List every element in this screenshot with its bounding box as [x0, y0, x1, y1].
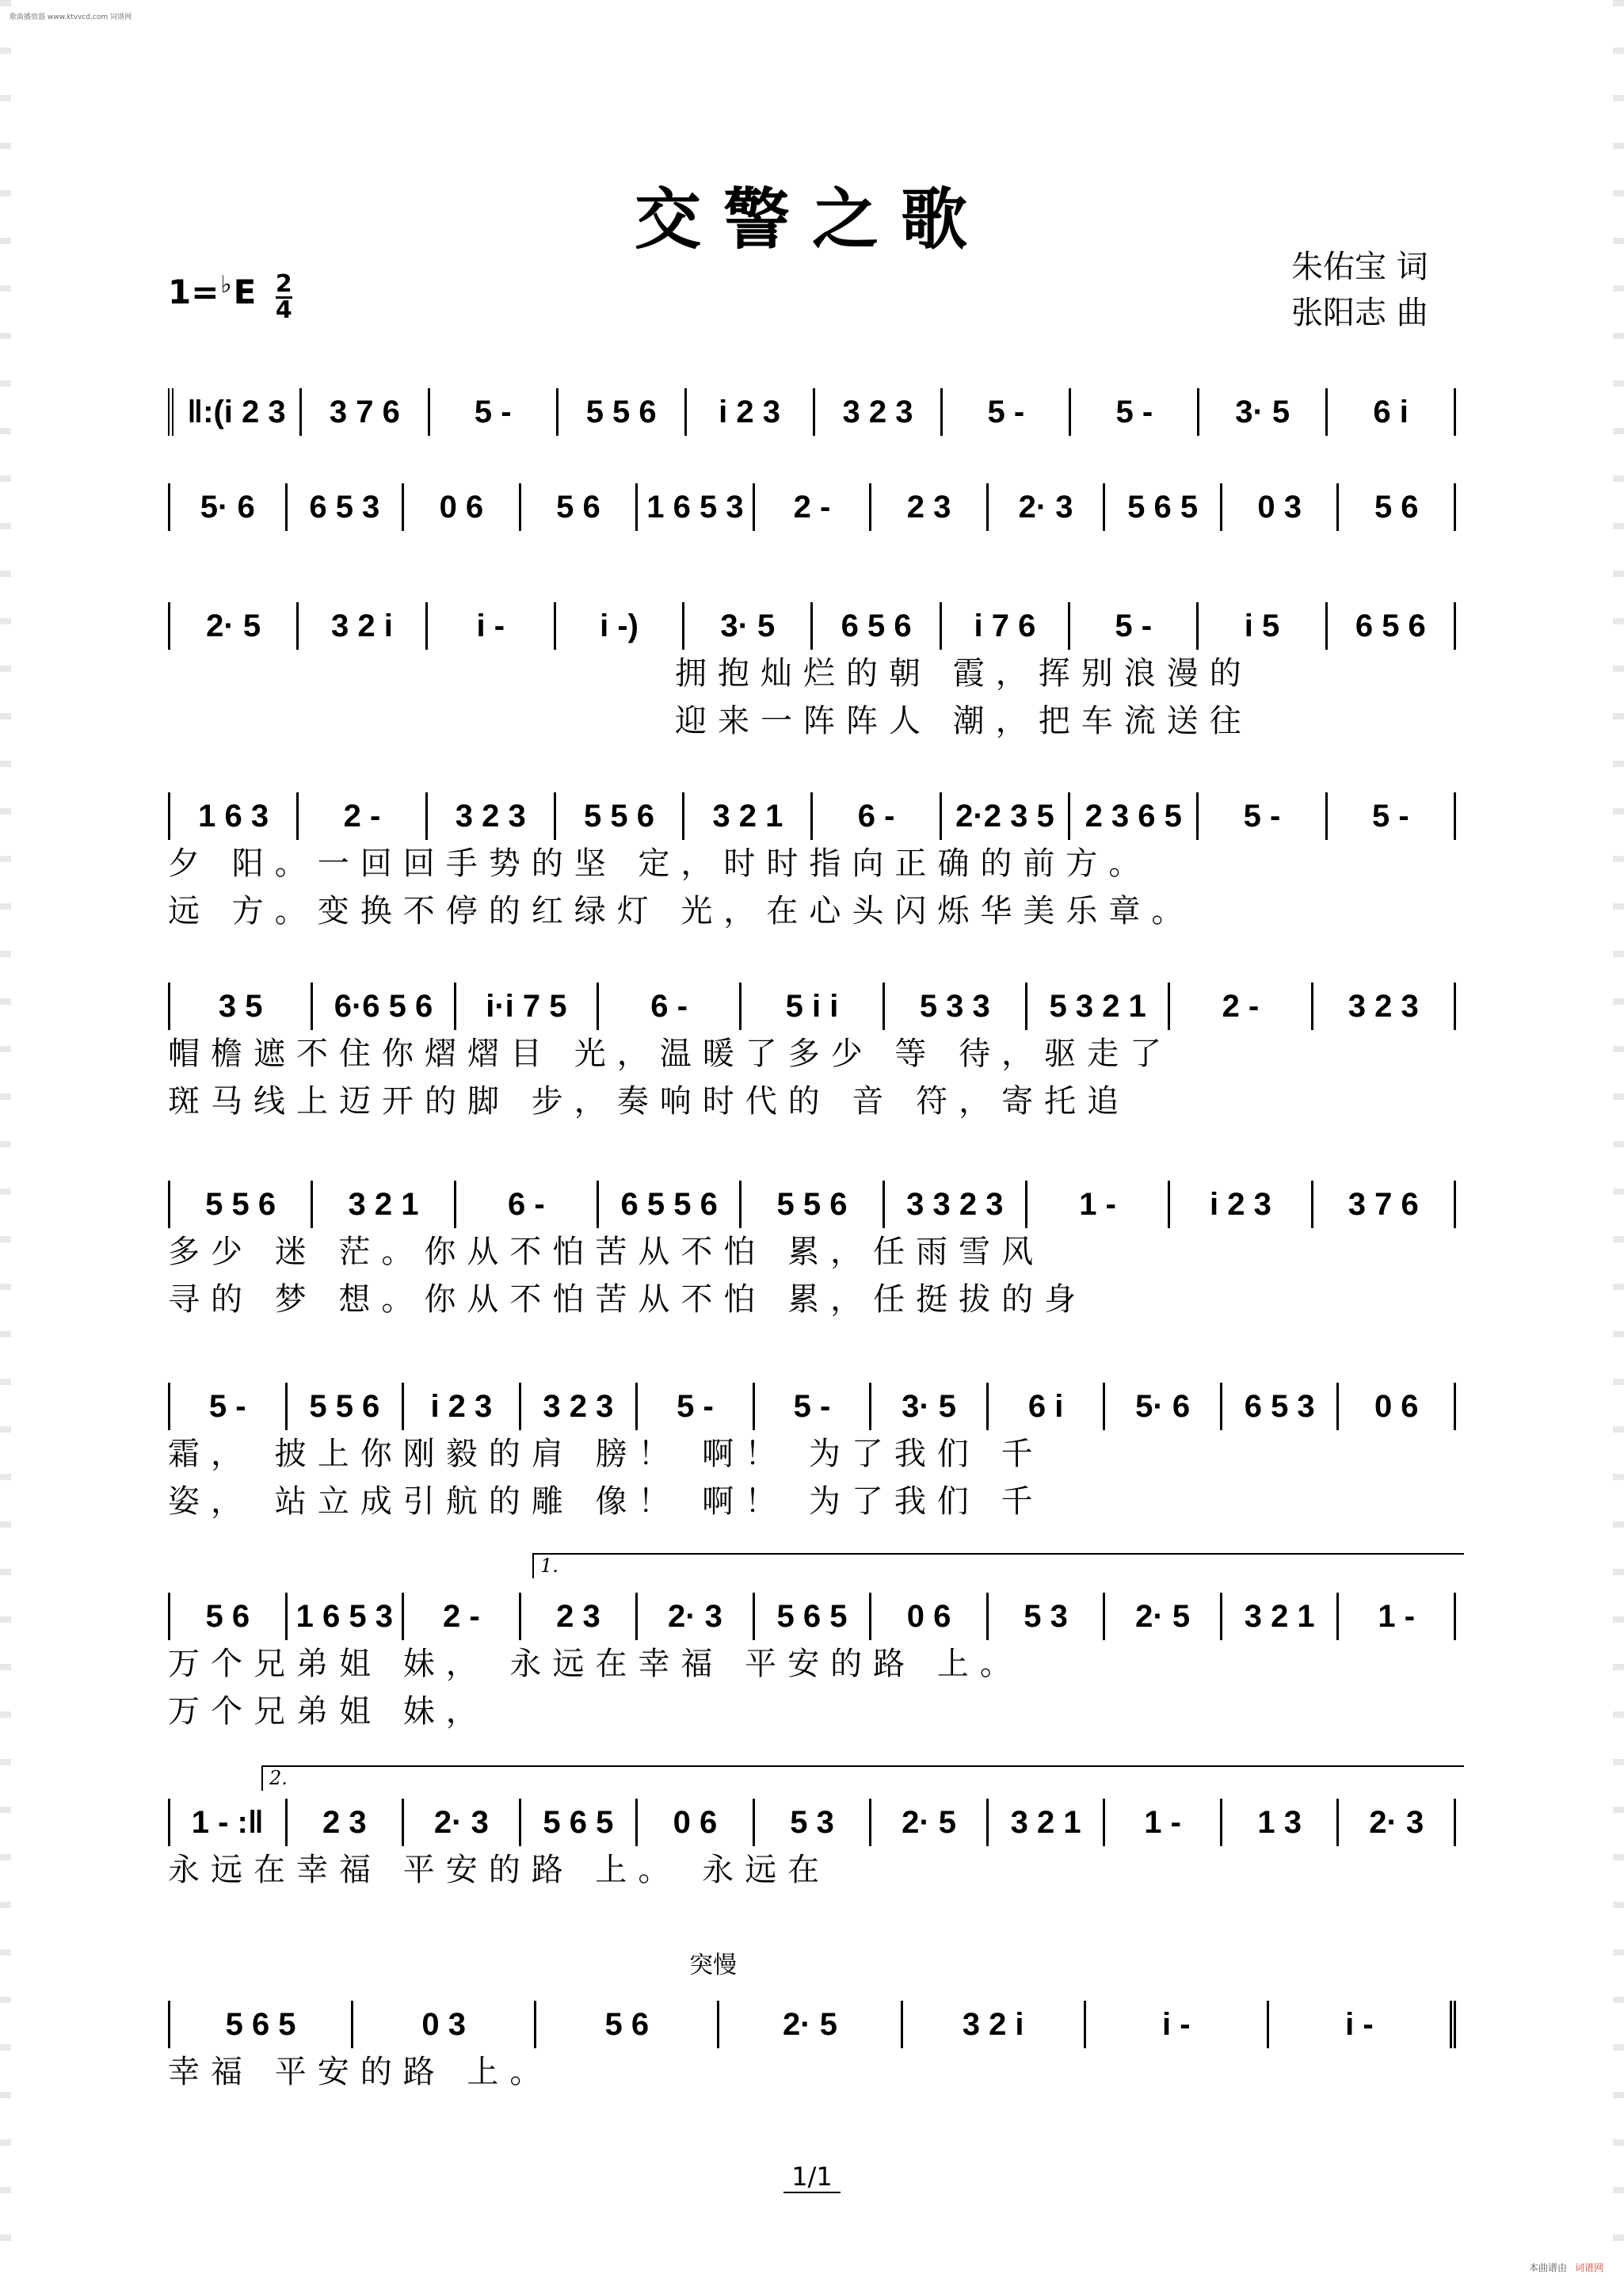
time-top: 2	[275, 270, 292, 298]
notes-row	[168, 1181, 1456, 1228]
measure: 5 6 5	[168, 2001, 353, 2048]
measure: 3 3 2 3	[885, 1181, 1027, 1228]
lyrics-line: 永远在幸福 平安的路 上。 永远在	[168, 1852, 831, 1888]
lyrics-line: 寻的 梦 想。你从不怕苦从不怕 累，任挺拔的身	[168, 1281, 1088, 1318]
composer: 张阳志 曲	[1291, 295, 1428, 331]
lyrics-line: 霜， 披上你刚毅的肩 膀！ 啊！ 为了我们 千	[168, 1436, 1044, 1472]
music-system	[168, 1383, 1456, 1525]
notes-row	[168, 1593, 1456, 1640]
measure: 1 -	[1105, 1799, 1222, 1846]
volta-first-ending: 1.	[532, 1553, 1464, 1578]
measure: 0 6	[404, 483, 521, 531]
lyrics-line: 姿， 站立成引航的雕 像！ 啊！ 为了我们 千	[168, 1483, 1044, 1520]
measure: 2 3 6 5	[1070, 792, 1199, 840]
measure: 5 -	[1199, 792, 1327, 840]
music-system	[168, 388, 1456, 436]
measure: 3 5	[168, 983, 313, 1030]
measure: 5 -	[1328, 792, 1456, 840]
measure: 3· 5	[1199, 388, 1328, 436]
music-system	[168, 1181, 1456, 1323]
measure: 5 3 2 1	[1027, 983, 1170, 1030]
measure: 5 6	[536, 2001, 719, 2048]
measure: 5 6 5	[755, 1593, 872, 1640]
song-title: 交警之歌	[634, 180, 989, 258]
measure: ‖:(i 2 3	[168, 388, 302, 436]
time-bottom: 4	[275, 296, 292, 324]
measure: 5 i i	[741, 983, 884, 1030]
measure: 3 2 3	[1313, 983, 1456, 1030]
flat-sign: ♭	[220, 271, 232, 299]
measure: 5 6 5	[1105, 483, 1222, 531]
lyrics-line: 帽檐遮不住你熠熠目 光，温暖了多少 等 待，驱走了	[168, 1036, 1173, 1072]
measure: 5 -	[1071, 388, 1199, 436]
measure: 5 3	[755, 1799, 872, 1846]
measure: 3 2 3	[428, 792, 556, 840]
measure: 5 3	[989, 1593, 1106, 1640]
key-prefix: 1=	[168, 273, 219, 311]
measure: 2 -	[755, 483, 872, 531]
brand-mark: 本曲谱由 词谱网	[1528, 2262, 1603, 2273]
lyricist: 朱佑宝 词	[1291, 249, 1428, 285]
measure: 5 3 3	[885, 983, 1027, 1030]
measure: 3 2 i	[299, 602, 427, 650]
measure: 2· 3	[638, 1593, 755, 1640]
measure: 2 -	[404, 1593, 521, 1640]
music-system	[168, 602, 1456, 745]
measure: i 7 6	[942, 602, 1070, 650]
music-system	[168, 483, 1456, 531]
measure: 3 2 1	[989, 1799, 1106, 1846]
measure: i -	[428, 602, 556, 650]
measure: 5 5 6	[741, 1181, 884, 1228]
tempo-mark: 突慢	[689, 1952, 737, 1979]
measure: 5· 6	[168, 483, 288, 531]
measure: 1 - :‖	[168, 1799, 288, 1846]
music-system	[168, 2001, 1456, 2096]
measure: i -	[1269, 2001, 1456, 2048]
notes-row	[168, 388, 1456, 436]
measure: i 5	[1199, 602, 1327, 650]
measure: 2 -	[1170, 983, 1313, 1030]
volta-second-ending: 2.	[261, 1765, 1464, 1791]
measure: 3 7 6	[302, 388, 430, 436]
measure: 6 i	[989, 1383, 1106, 1430]
lyrics-line: 万个兄弟姐 妹，	[168, 1693, 489, 1730]
measure: 2 3	[871, 483, 989, 531]
measure: 0 3	[1222, 483, 1340, 531]
music-system	[168, 983, 1456, 1125]
measure: 5 -	[943, 388, 1071, 436]
lyrics-line: 拥抱灿烂的朝 霞，挥别浪漫的	[675, 655, 1252, 692]
notes-row	[168, 2001, 1456, 2048]
measure: 2· 5	[871, 1799, 989, 1846]
measure: 2 3	[521, 1593, 639, 1640]
measure: 5 5 6	[168, 1181, 313, 1228]
measure: 3 2 i	[903, 2001, 1086, 2048]
measure: 6 i	[1328, 388, 1456, 436]
measure: 6 5 5 6	[599, 1181, 741, 1228]
measure: 1 3	[1222, 1799, 1340, 1846]
measure: 1 6 3	[168, 792, 299, 840]
measure: 1 6 5 3	[638, 483, 755, 531]
header-note: 歌曲播放器 www.ktvvcd.com 词谱网	[10, 13, 132, 21]
measure: 3· 5	[871, 1383, 989, 1430]
measure: 0 3	[353, 2001, 536, 2048]
credits	[1291, 244, 1428, 336]
page-number: 1/1	[0, 2162, 1624, 2192]
time-signature	[275, 270, 292, 324]
measure: 2 -	[299, 792, 427, 840]
measure: 2· 5	[1105, 1593, 1222, 1640]
measure: 5 -	[430, 388, 558, 436]
measure: i -)	[556, 602, 684, 650]
measure: 6 5 6	[813, 602, 941, 650]
measure: 5 6 5	[521, 1799, 639, 1846]
measure: 3 2 1	[684, 792, 813, 840]
measure: 6 5 6	[1328, 602, 1456, 650]
measure: 5 -	[755, 1383, 872, 1430]
right-margin-strip	[1613, 0, 1624, 2282]
measure: 0 6	[871, 1593, 989, 1640]
notes-row	[168, 1383, 1456, 1430]
measure: 0 6	[638, 1799, 755, 1846]
measure: 2· 3	[1339, 1799, 1456, 1846]
measure: 5 -	[638, 1383, 755, 1430]
notes-row	[168, 792, 1456, 840]
measure: 1 -	[1339, 1593, 1456, 1640]
measure: 1 -	[1027, 1181, 1170, 1228]
measure: 2· 5	[719, 2001, 902, 2048]
measure: 5 6	[168, 1593, 288, 1640]
measure: 5· 6	[1105, 1383, 1222, 1430]
lyrics-line: 万个兄弟姐 妹， 永远在幸福 平安的路 上。	[168, 1646, 1023, 1682]
measure: 5 5 6	[288, 1383, 405, 1430]
notes-row	[168, 983, 1456, 1030]
lyrics-line: 迎来一阵阵人 潮，把车流送往	[675, 703, 1252, 739]
measure: 6·6 5 6	[313, 983, 456, 1030]
lyrics-line: 斑马线上迈开的脚 步，奏响时代的 音 符，寄托追	[168, 1083, 1130, 1120]
left-margin-strip	[0, 0, 11, 2282]
measure: 6 5 3	[288, 483, 405, 531]
measure: 3 2 1	[1222, 1593, 1340, 1640]
notes-row	[168, 602, 1456, 650]
measure: 6 -	[599, 983, 741, 1030]
lyrics-line: 夕 阳。一回回手势的坚 定，时时指向正确的前方。	[168, 845, 1152, 882]
measure: 5 6	[521, 483, 639, 531]
measure: 3 2 1	[313, 1181, 456, 1228]
measure: i 2 3	[404, 1383, 521, 1430]
measure: 2· 3	[404, 1799, 521, 1846]
music-system	[168, 1799, 1456, 1894]
measure: 5 5 6	[558, 388, 687, 436]
measure: i·i 7 5	[456, 983, 599, 1030]
measure: 0 6	[1339, 1383, 1456, 1430]
measure: i 2 3	[687, 388, 815, 436]
measure: 2· 3	[989, 483, 1106, 531]
music-system	[168, 792, 1456, 935]
measure: 5 -	[1070, 602, 1199, 650]
measure: 2·2 3 5	[942, 792, 1070, 840]
lyrics-line: 幸福 平安的路 上。	[168, 2054, 553, 2090]
measure: 5 -	[168, 1383, 288, 1430]
key-signature	[168, 269, 292, 324]
measure: 1 6 5 3	[288, 1593, 405, 1640]
measure: 3· 5	[684, 602, 813, 650]
measure: 2· 5	[168, 602, 299, 650]
measure: 5 5 6	[556, 792, 684, 840]
measure: 3 7 6	[1313, 1181, 1456, 1228]
notes-row	[168, 483, 1456, 531]
measure: i -	[1086, 2001, 1269, 2048]
notes-row	[168, 1799, 1456, 1846]
measure: 2 3	[288, 1799, 405, 1846]
lyrics-line: 远 方。变换不停的红绿灯 光，在心头闪烁华美乐章。	[168, 893, 1195, 929]
measure: 6 -	[456, 1181, 599, 1228]
measure: 3 2 3	[521, 1383, 639, 1430]
lyrics-line: 多少 迷 茫。你从不怕苦从不怕 累，任雨雪风	[168, 1234, 1045, 1270]
measure: 3 2 3	[815, 388, 944, 436]
key-note: E	[233, 273, 257, 311]
measure: 5 6	[1339, 483, 1456, 531]
measure: 6 5 3	[1222, 1383, 1340, 1430]
measure: 6 -	[813, 792, 941, 840]
measure: i 2 3	[1170, 1181, 1313, 1228]
music-system	[168, 1593, 1456, 1735]
